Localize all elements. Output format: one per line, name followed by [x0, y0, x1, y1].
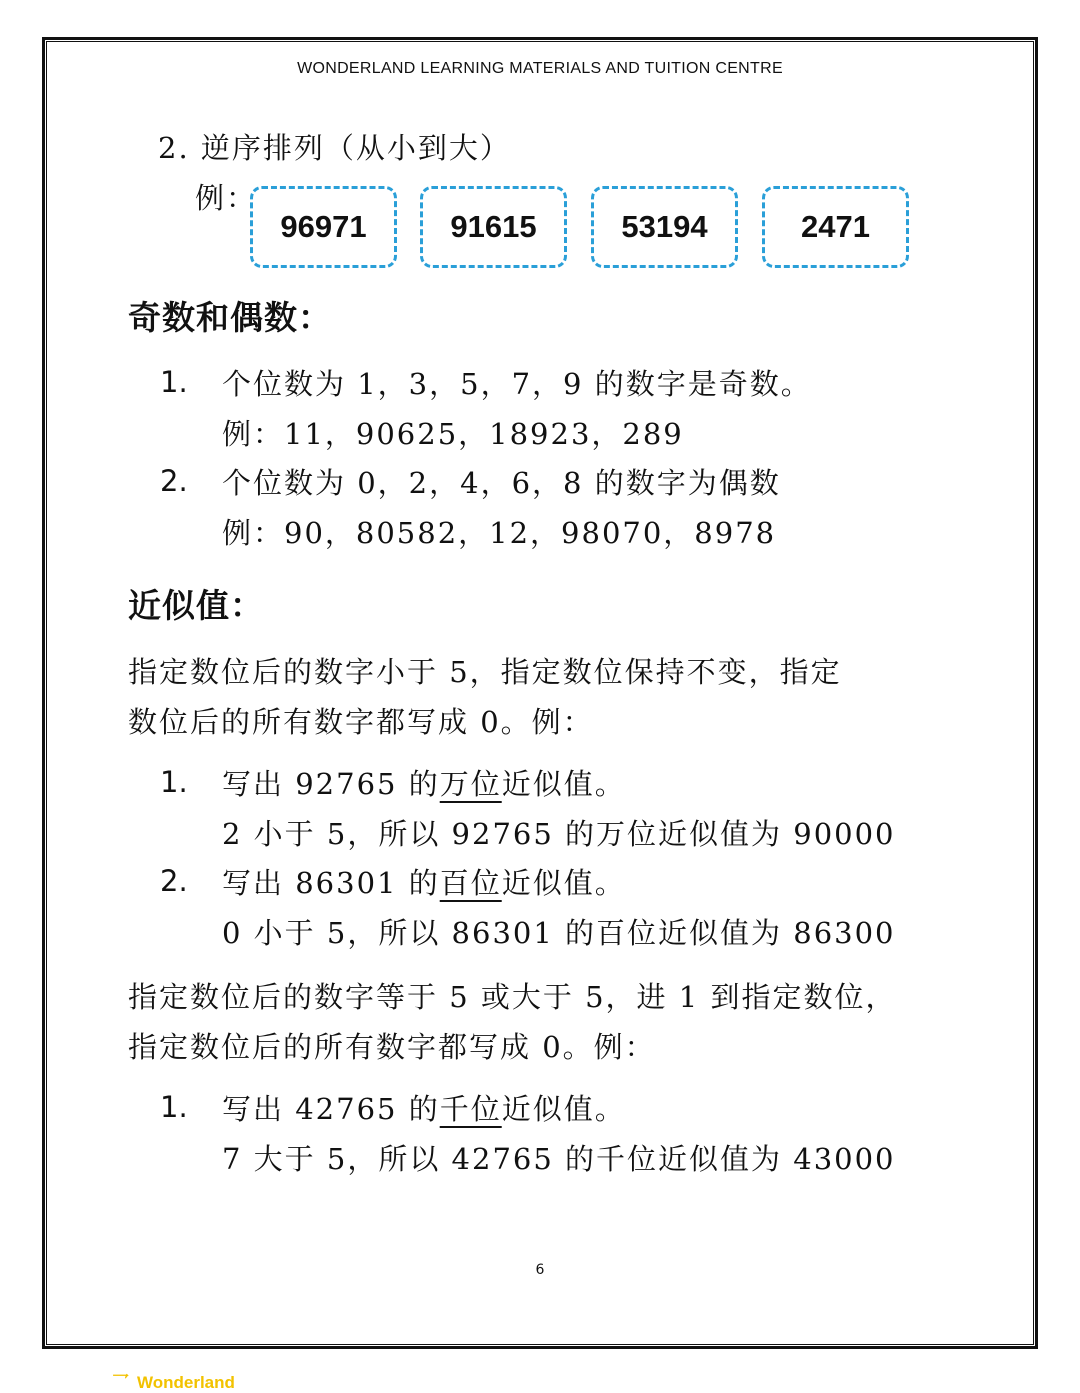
- sort-section-title: 2. 逆序排列（从小到大）: [158, 131, 511, 165]
- brand-logo: 乛 Wonderland: [112, 1368, 235, 1393]
- odd-even-heading: 奇数和偶数：: [128, 298, 332, 337]
- approx-question: 写出 42765 的千位近似值。: [222, 1092, 626, 1126]
- number-box: 53194: [591, 186, 738, 268]
- underlined-place: 百位: [439, 866, 502, 900]
- page-number: 6: [535, 1262, 545, 1278]
- list-number: 1.: [160, 1090, 188, 1124]
- approx-answer: 7 大于 5，所以 42765 的千位近似值为 43000: [222, 1142, 896, 1176]
- number-box: 91615: [420, 186, 567, 268]
- rule1-line: 指定数位后的数字小于 5，指定数位保持不变，指定: [128, 655, 842, 689]
- list-number: 1.: [160, 365, 188, 399]
- list-number: 1.: [160, 765, 188, 799]
- approx-answer: 2 小于 5，所以 92765 的万位近似值为 90000: [222, 817, 896, 851]
- rule2-line: 指定数位后的所有数字都写成 0。例：: [128, 1030, 656, 1064]
- approx-answer: 0 小于 5，所以 86301 的百位近似值为 86300: [222, 916, 896, 950]
- number-box: 2471: [762, 186, 909, 268]
- underlined-place: 千位: [439, 1092, 502, 1126]
- page-header: WONDERLAND LEARNING MATERIALS AND TUITION CENTRE: [297, 60, 783, 77]
- number-box: 96971: [250, 186, 397, 268]
- list-number: 2.: [160, 864, 188, 898]
- odd-example: 例：11，90625，18923，289: [222, 417, 684, 451]
- sort-example-label: 例：: [195, 181, 258, 215]
- even-example: 例：90，80582，12，98070，8978: [222, 516, 777, 550]
- odd-rule: 个位数为 1，3，5，7，9 的数字是奇数。: [222, 367, 812, 401]
- wonderland-logo-icon: 乛: [112, 1373, 129, 1392]
- approx-heading: 近似值：: [128, 586, 264, 625]
- underlined-place: 万位: [439, 767, 502, 801]
- list-number: 2.: [160, 464, 188, 498]
- even-rule: 个位数为 0，2，4，6，8 的数字为偶数: [222, 466, 781, 500]
- approx-question: 写出 86301 的百位近似值。: [222, 866, 626, 900]
- rule2-line: 指定数位后的数字等于 5 或大于 5，进 1 到指定数位，: [128, 980, 897, 1014]
- approx-question: 写出 92765 的万位近似值。: [222, 767, 626, 801]
- rule1-line: 数位后的所有数字都写成 0。例：: [128, 705, 594, 739]
